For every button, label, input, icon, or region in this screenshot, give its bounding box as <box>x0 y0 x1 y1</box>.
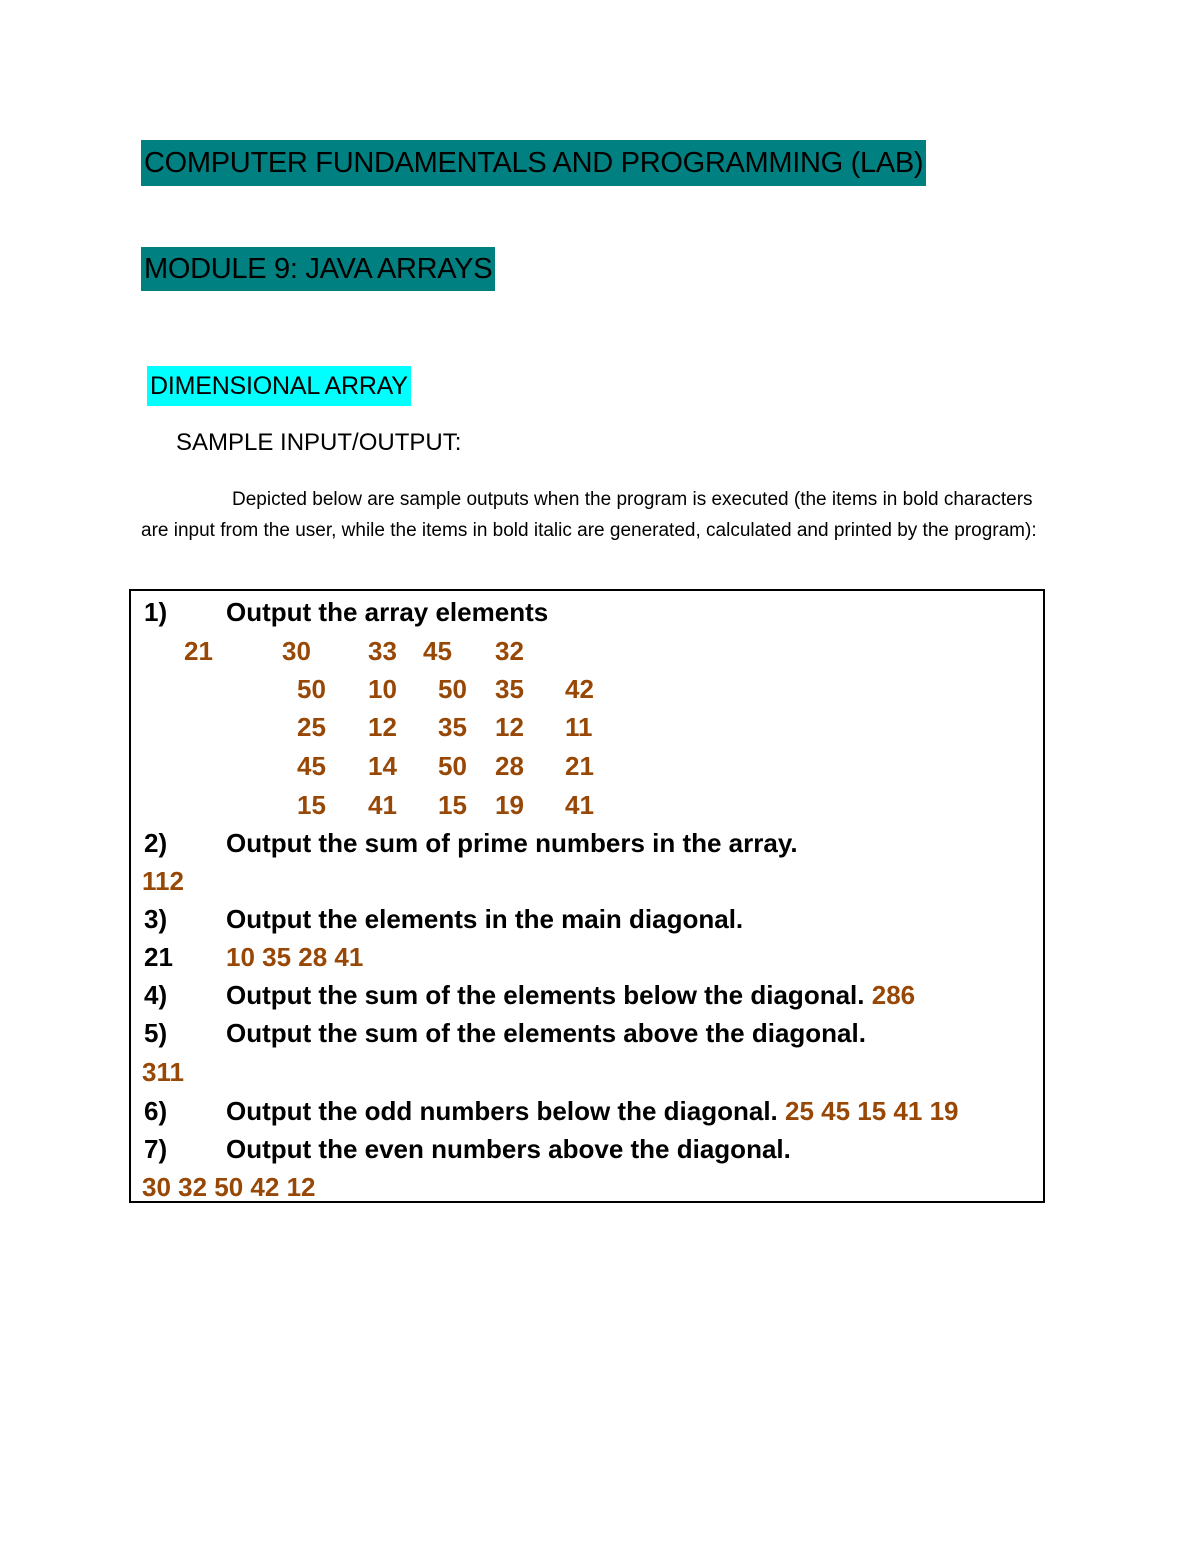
item-number: 1) <box>144 597 168 627</box>
array-cell: 15 <box>297 790 326 820</box>
item-number: 4) <box>144 980 168 1010</box>
course-title: COMPUTER FUNDAMENTALS AND PROGRAMMING (LAB) <box>141 140 926 186</box>
module-title: MODULE 9: JAVA ARRAYS <box>141 247 495 291</box>
array-cell: 21 <box>565 751 594 781</box>
array-cell: 33 <box>368 636 397 666</box>
sample-heading: SAMPLE INPUT/OUTPUT: <box>176 429 462 456</box>
item-text: Output the even numbers above the diagonal. <box>226 1134 791 1164</box>
array-cell: 14 <box>368 751 397 781</box>
item-5-result: 311 <box>142 1057 184 1087</box>
item-text: Output the array elements <box>226 597 549 627</box>
item-text: Output the sum of the elements above the diagonal. <box>226 1018 866 1048</box>
array-cell: 19 <box>495 790 524 820</box>
array-cell: 45 <box>297 751 326 781</box>
array-cell: 35 <box>495 674 524 704</box>
array-cell: 32 <box>495 636 524 666</box>
array-cell: 11 <box>565 712 593 742</box>
array-cell: 12 <box>495 712 524 742</box>
item-6-result: 25 45 15 41 19 <box>785 1096 959 1126</box>
array-cell: 41 <box>565 790 594 820</box>
item-text-wrap <box>226 977 915 1013</box>
item-number: 6) <box>144 1096 168 1126</box>
item-number: 3) <box>144 904 168 934</box>
array-cell: 50 <box>438 751 467 781</box>
array-cell: 25 <box>297 712 326 742</box>
item-3-result: 10 35 28 41 <box>226 942 364 972</box>
item-number: 7) <box>144 1134 168 1164</box>
item-number: 5) <box>144 1018 168 1048</box>
array-cell: 41 <box>368 790 397 820</box>
item-4-result: 286 <box>871 980 916 1010</box>
description-paragraph <box>141 484 1061 546</box>
array-cell: 42 <box>565 674 594 704</box>
diagonal-first: 21 <box>144 942 173 972</box>
item-text: Output the sum of prime numbers in the array. <box>226 828 798 858</box>
sample-output-box <box>129 589 1045 1203</box>
array-cell: 30 <box>282 636 311 666</box>
array-cell: 15 <box>438 790 467 820</box>
item-text-wrap <box>226 1093 959 1129</box>
item-text: Output the odd numbers below the diagonal. <box>226 1096 778 1126</box>
array-cell: 28 <box>495 751 524 781</box>
array-cell: 21 <box>184 636 213 666</box>
item-text: Output the elements in the main diagonal. <box>226 904 744 934</box>
array-cell: 12 <box>368 712 397 742</box>
section-title: DIMENSIONAL ARRAY <box>147 366 411 406</box>
array-cell: 50 <box>438 674 467 704</box>
array-cell: 45 <box>423 636 452 666</box>
item-2-result: 112 <box>142 866 184 896</box>
array-cell: 10 <box>368 674 397 704</box>
array-cell: 35 <box>438 712 467 742</box>
item-7-result: 30 32 50 42 12 <box>142 1172 316 1202</box>
array-cell: 50 <box>297 674 326 704</box>
item-number: 2) <box>144 828 168 858</box>
description-text: Depicted below are sample outputs when the program is executed (the items in bold characters are input from the user, while the items in bold italic are generated, calculated and printed by the program): <box>141 489 1037 541</box>
item-text: Output the sum of the elements below the diagonal. <box>226 980 865 1010</box>
